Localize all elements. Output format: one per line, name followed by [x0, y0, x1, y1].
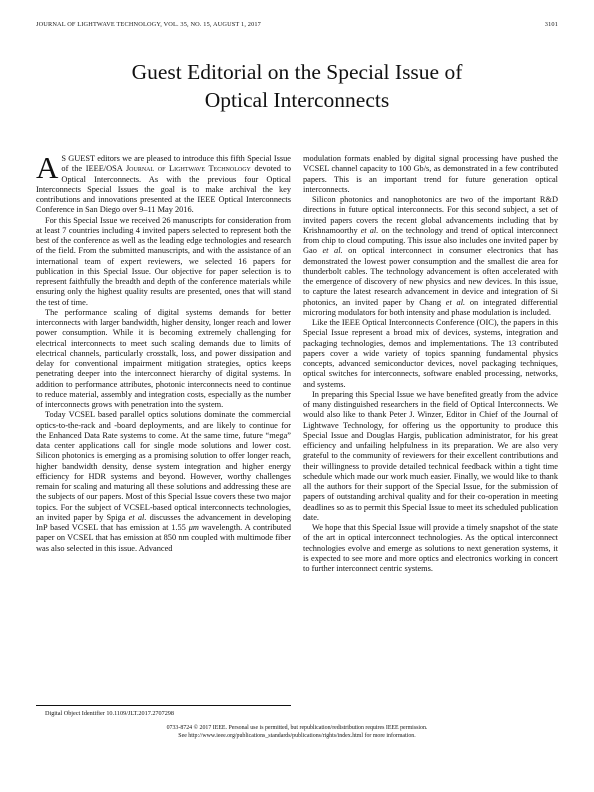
- paragraph: For this Special Issue we received 26 manuscripts for consideration from at least 7 countries including 4 invited papers selected to represent both the best of the conference as well as the leading edge technologies and research of the field. From the submitted manuscripts, and with the assistance of an international team of expert reviewers, we selected 16 papers for publication in this Special Issue. Our objective for paper selection is to represent faithfully the breadth and depth of the conference materials while ensuring only the highest quality results are presented, ones that will stand the test of time.: [36, 215, 291, 307]
- copyright-line-1: 0733-8724 © 2017 IEEE. Personal use is permitted, but republication/redistribution requires IEEE permission.: [166, 725, 428, 731]
- text-run: devoted to Optical Interconnects. As with the previous four Optical Interconnects Special Issues the goal is to make archival the key contributions and innovations presented at the IEEE Optical Interconnects Conference in San Diego over 9–11 May 2016.: [36, 164, 291, 215]
- paragraph: [36, 410, 291, 554]
- paragraph: [303, 195, 558, 318]
- drop-cap: A: [36, 154, 59, 185]
- et-al: et al.: [128, 512, 147, 522]
- paragraph: Like the IEEE Optical Interconnects Conference (OIC), the papers in this Special Issue represent a broad mix of devices, systems, integration and packaging technologies, demos and implementations. The 13 contributed papers cover a wide variety of topics spanning fundamental physics concepts, advanced semiconductor devices, novel packaging techniques, optical switches for interconnects, software enabled processing, networks, and systems.: [303, 318, 558, 389]
- title-line-1: Guest Editorial on the Special Issue of: [131, 60, 463, 84]
- paragraph: [36, 154, 291, 216]
- doi-footnote: Digital Object Identifier 10.1109/JLT.2017.2707298: [36, 705, 291, 718]
- text-run: on integrated differential microring modulators for both intensity and phase modulation is included.: [303, 297, 558, 317]
- copyright-line-2: See http://www.ieee.org/publications_standards/publications/rights/index.html for more information.: [178, 733, 416, 739]
- paragraph: modulation formats enabled by digital signal processing have pushed the VCSEL channel capacity to 100 Gb/s, as demonstrated in a few contributed papers. This is an important trend for future generation optical interconnects.: [303, 154, 558, 194]
- body-columns: [36, 154, 558, 694]
- text-run: discusses the advancement in developing InP based VCSEL that has emission at 1.55: [36, 512, 291, 532]
- journal-name: Journal of Lightwave Technology: [125, 164, 251, 174]
- copyright-notice: [0, 724, 594, 740]
- text-run: S GUEST editors we are pleased to introduce this fifth Special Issue of the IEEE/OSA: [61, 154, 291, 174]
- unit-micrometer: μm: [188, 523, 199, 532]
- et-al: et al.: [322, 246, 343, 256]
- title-line-2: Optical Interconnects: [204, 88, 390, 112]
- article-title: [40, 58, 554, 114]
- running-header: [36, 21, 558, 28]
- text-run: on optical interconnect in consumer electronics that has demonstrated the lowest power consumption and the smallest die area for thunderbolt cables. The technology advancement is often accelerated with the emergence of discovery of new physics and new devices. In this issue, to capture the latest research advancement in device and integration of Si photonics, an invited paper by Chang: [303, 246, 558, 307]
- journal-header: JOURNAL OF LIGHTWAVE TECHNOLOGY, VOL. 35, NO. 15, AUGUST 1, 2017: [36, 21, 261, 28]
- text-run: on the technology and trend of optical interconnect from chip to cloud computing. This issue also includes one invited paper by Gao: [303, 225, 558, 256]
- et-al: et al.: [445, 297, 466, 307]
- text-run: Silicon photonics and nanophotonics are two of the important R&D directions in future optical interconnects. For this second subject, a set of invited papers covers the recent global advancements including that by Krishnamoorthy: [303, 195, 558, 235]
- text-run: Today VCSEL based parallel optics solutions dominate the commercial optics-to-the-rack and -board deployments, and are likely to continue for the Enhanced Data Rate systems to come. At the same time, future “mega” data center applications call for single mode solutions and lower cost. Silicon photonics is emerging as a promising solution to offer longer reach, higher bandwidth density, dense system integration and higher energy efficiency for HDR systems and beyond. However, worthy challenges remain for scaling and maturing all these solutions and addressing these are the subjects of our papers. Most of this Special Issue covers these two major topics. For the subject of VCSEL-based optical interconnects technologies, an invited paper by Spiga: [36, 410, 291, 522]
- paragraph: We hope that this Special Issue will provide a timely snapshot of the state of the art in optical interconnect technologies. As the optical interconnect technologies evolve and emerge as solutions to next generation systems, it is expected to see more and more optics and electronics working in concert to further interconnect centric systems.: [303, 523, 558, 573]
- text-run: wavelength. A contributed paper on VCSEL that has emission at 850 nm coupled with multimode fiber was also selected in this issue. Advanced: [36, 523, 291, 553]
- et-al: et al.: [360, 225, 379, 235]
- page-number: 3101: [544, 21, 558, 28]
- right-column: [303, 154, 558, 694]
- paragraph: The performance scaling of digital systems demands for better interconnects with larger bandwidth, higher density, longer reach and lower power consumption. While it is becoming extremely challenging for electrical interconnects to meet such scaling demands due to limits of electrical channels, particularly crosstalk, loss, and power dissipation and delay for conventional impairment mitigation strategies, optics keeps penetrating deeper into the interconnect hierarchy of digital systems. In addition to performance attributes, photonic interconnects need to continue to reduce material, assembly and integration costs, especially as the number of interconnects grows with penetration into the system.: [36, 307, 291, 409]
- left-column: [36, 154, 291, 694]
- paragraph: In preparing this Special Issue we have benefited greatly from the advice of many distinguished researchers in the field of Optical Interconnects. We would also like to thank Peter J. Winzer, Editor in Chief of the Journal of Lightwave Technology, for offering us the opportunity to produce this Special Issue and Douglas Hargis, publication administrator, for his great efficiency and unfailing helpfulness in its preparation. We are also very grateful to the community of reviewers for their excellent contributions and their willingness to provide detailed technical feedback within a tight time schedule which made our work much easier. Finally, we would like to thank all the authors for their support of the Special Issue, for the submission of papers of outstanding archival quality and for their co-operation in meeting deadlines so as to permit this Special Issue to meet its scheduled publication date.: [303, 389, 558, 522]
